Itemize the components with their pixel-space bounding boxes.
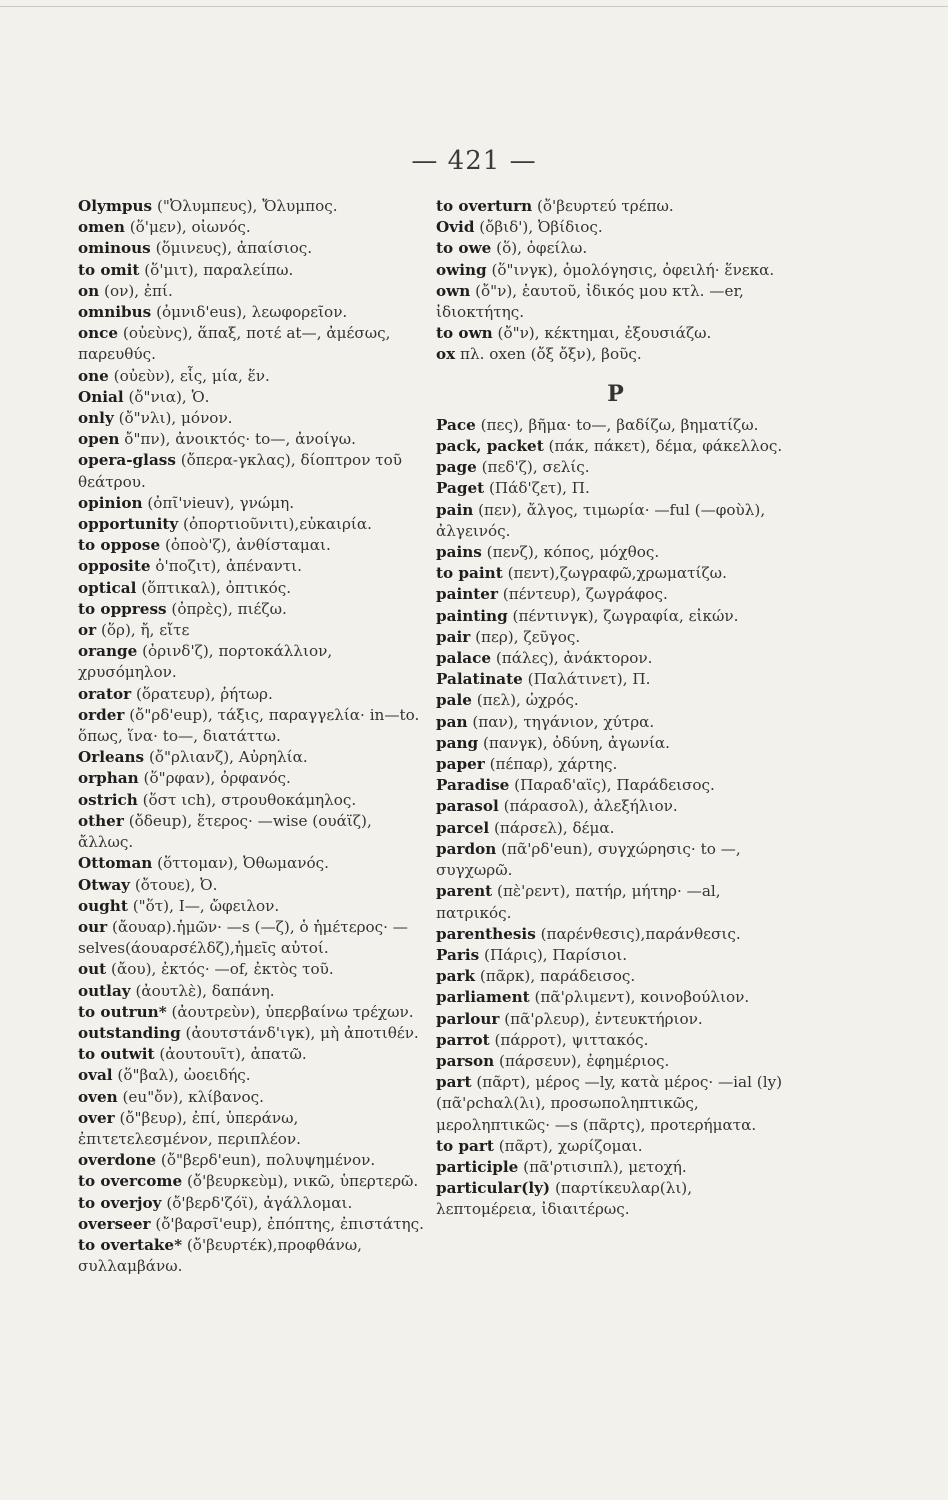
entry-headword: Olympus — [78, 197, 153, 215]
entry-headword: opposite — [78, 557, 151, 576]
entry-headword: pang — [436, 733, 479, 752]
dictionary-entry — [436, 563, 796, 584]
entry-definition: ὀ'ποζιτ), ἀπέναντι. — [155, 557, 302, 576]
entry-headword: to overjoy — [78, 1193, 162, 1212]
entry-definition: ὄ"πν), ἀνοικτός· to—, ἀνοίγω. — [124, 430, 356, 449]
entry-headword: to part — [436, 1136, 494, 1155]
entry-headword: to own — [436, 324, 493, 343]
dictionary-entry — [78, 1023, 430, 1044]
entry-definition: (ὅ'μεν), οἰωνός. — [129, 218, 251, 237]
entry-headword: omen — [78, 218, 125, 237]
entry-headword: opinion — [78, 493, 143, 512]
dictionary-entry — [436, 966, 796, 987]
dictionary-entry — [436, 754, 796, 775]
entry-headword: our — [78, 917, 108, 936]
entry-headword: oven — [78, 1087, 118, 1106]
entry-headword: pain — [436, 500, 474, 519]
entry-headword: ought — [78, 896, 128, 915]
entry-headword: Paris — [436, 945, 480, 964]
entry-definition: (πάρσελ), δέμα. — [493, 818, 615, 837]
dictionary-entry — [436, 881, 796, 923]
page-top-rule — [0, 6, 948, 7]
entry-headword: pardon — [436, 839, 497, 858]
dictionary-entry — [436, 606, 796, 627]
entry-headword: orator — [78, 684, 132, 703]
dictionary-entry — [436, 584, 796, 605]
entry-definition: (πᾶ'ρδ'eun), συγχώρησις· to —, συγχωρῶ. — [436, 839, 741, 880]
entry-headword: or — [78, 621, 97, 640]
entry-definition: ("ὅτ), I—, ὤφειλον. — [132, 896, 280, 915]
entry-headword: omnibus — [78, 303, 152, 322]
entry-headword: Ottoman — [78, 854, 153, 873]
dictionary-entry — [78, 641, 430, 683]
entry-headword: to overturn — [436, 197, 533, 215]
dictionary-entry — [436, 260, 796, 281]
entry-definition: (ὄβιδ'), Ὀβίδιος. — [479, 218, 603, 237]
entry-headword: opera-glass — [78, 451, 176, 470]
entry-definition: (πᾶρκ), παράδεισος. — [479, 967, 636, 986]
entry-definition: (ἄου), ἐκτός· —of, ἐκτὸς τοῦ. — [111, 960, 334, 979]
entry-headword: outstanding — [78, 1023, 181, 1042]
dictionary-entry — [78, 1108, 430, 1150]
entry-headword: to overcome — [78, 1172, 183, 1191]
entry-definition: (παρτίκευλαρ(λι), λεπτομέρεια, ἰδιαιτέρως. — [436, 1179, 693, 1219]
entry-headword: ostrich — [78, 790, 138, 809]
entry-definition: (Πάρις), Παρίσιοι. — [484, 945, 628, 964]
entry-definition: (οὐεὺνς), ἅπαξ, ποτέ at—, ἀμέσως, παρευθύς. — [78, 324, 391, 364]
entry-headword: parlour — [436, 1009, 500, 1028]
dictionary-entry — [436, 924, 796, 945]
entry-definition: (πάλες), ἀνάκτορον. — [495, 649, 653, 668]
dictionary-entry — [78, 366, 430, 387]
entry-headword: particular(ly) — [436, 1179, 551, 1198]
entry-definition: (οὐεὺν), εἷς, μία, ἕν. — [113, 366, 270, 385]
entry-definition: (παν), τηγάνιον, χύτρα. — [472, 712, 655, 731]
entry-headword: parcel — [436, 818, 490, 837]
entry-definition: (ον), ἐπί. — [104, 281, 173, 300]
entry-headword: participle — [436, 1157, 519, 1176]
entry-headword: parson — [436, 1051, 495, 1070]
entry-definition: (ὄτουε), Ὀ. — [134, 875, 218, 894]
entry-headword: to outrun* — [78, 1002, 167, 1021]
section-letter: P — [607, 380, 625, 407]
entry-headword: orange — [78, 642, 138, 661]
dictionary-entry — [436, 945, 796, 966]
entry-definition: (πὲ'ρεντ), πατήρ, μήτηρ· —al, πατρικός. — [436, 882, 721, 922]
dictionary-entry — [78, 323, 430, 365]
entry-headword: once — [78, 324, 119, 343]
entry-definition: (πελ), ὠχρός. — [476, 691, 579, 710]
dictionary-entry — [436, 690, 796, 711]
entry-definition: (πᾶ'ρλιμεντ), κοινοβούλιον. — [534, 988, 750, 1007]
entry-definition: (ὅρατευρ), ῥήτωρ. — [135, 684, 273, 703]
entry-definition: (πανγκ), ὀδύνη, ἀγωνία. — [482, 733, 670, 752]
dictionary-entry — [436, 1157, 796, 1178]
entry-definition: (ὅ"ινγκ), ὁμολόγησις, ὀφειλή· ἕνεκα. — [491, 260, 775, 279]
entry-headword: Palatinate — [436, 670, 523, 689]
dictionary-entry — [78, 1171, 430, 1192]
entry-headword: to oppress — [78, 599, 167, 618]
entry-definition: (πεδ'ζ), σελίς. — [481, 458, 590, 477]
dictionary-entry — [78, 217, 430, 238]
dictionary-entry — [436, 217, 796, 238]
entry-definition: (πενζ), κόπος, μόχθος. — [486, 543, 660, 562]
entry-definition: (ὄδeup), ἕτερος· —wise (ουάϊζ), ἄλλως. — [78, 811, 372, 852]
entry-definition: (πᾶρτ), χωρίζομαι. — [498, 1136, 643, 1155]
dictionary-entry — [78, 408, 430, 429]
entry-definition: πλ. oxen (ὄξ ὄξν), βοῦς. — [460, 345, 642, 364]
dictionary-entry — [78, 578, 430, 599]
entry-definition: (ὄ'βευρτέκ),προφθάνω, συλλαμβάνω. — [78, 1235, 362, 1276]
dictionary-entry — [436, 500, 796, 542]
dictionary-entry — [78, 1150, 430, 1171]
entry-definition: (ὄ"βευρ), ἐπί, ὑπεράνω, ἐπιτετελεσμένον, περιπλέον. — [78, 1108, 301, 1148]
dictionary-entry — [78, 981, 430, 1002]
dictionary-entry — [436, 415, 796, 436]
dictionary-entry — [436, 775, 796, 796]
entry-headword: parrot — [436, 1030, 490, 1049]
dictionary-entry — [78, 790, 430, 811]
page-number: — 421 — — [411, 146, 537, 176]
entry-definition: (ὅ'μιτ), παραλείπω. — [144, 260, 294, 279]
entry-headword: order — [78, 705, 125, 724]
entry-definition: (ἄουαρ).ἡμῶν· —s (—ζ), ὁ ἡμέτερος· —selves(άουαρσέλδζ),ἡμεῖς αὐτοί. — [78, 917, 408, 958]
dictionary-entry — [78, 620, 430, 641]
dictionary-entry — [78, 535, 430, 556]
entry-definition: (ὄ'βευρτεύ τρέπω. — [536, 197, 674, 215]
entry-headword: pan — [436, 712, 468, 731]
dictionary-entry — [436, 1136, 796, 1157]
entry-headword: parasol — [436, 797, 499, 816]
dictionary-entry — [436, 669, 796, 690]
entry-headword: oval — [78, 1066, 113, 1085]
entry-definition: (Πάδ'ζετ), Π. — [488, 479, 590, 498]
dictionary-entry — [78, 599, 430, 620]
entry-headword: painter — [436, 585, 498, 604]
entry-headword: to owe — [436, 239, 492, 258]
entry-definition: (πεν), ἄλγος, τιμωρία· —ful (—φοὺλ), ἀλγεινός. — [436, 500, 766, 540]
right-column-p-entries — [436, 415, 796, 1221]
dictionary-entry — [78, 853, 430, 874]
dictionary-entry — [436, 1030, 796, 1051]
entry-definition: (ὄ"βερδ'eun), πολυψημένον. — [160, 1151, 376, 1170]
dictionary-entry — [78, 493, 430, 514]
dictionary-entry — [436, 818, 796, 839]
dictionary-entry — [436, 1009, 796, 1030]
dictionary-entry — [436, 1178, 796, 1220]
entry-headword: overdone — [78, 1151, 157, 1170]
entry-headword: pair — [436, 627, 471, 646]
dictionary-entry — [78, 1044, 430, 1065]
entry-definition: (ὀπορτιοῦνιτι),εὐκαιρία. — [183, 515, 372, 534]
entry-headword: pains — [436, 543, 482, 562]
dictionary-entry — [78, 959, 430, 980]
entry-headword: overseer — [78, 1214, 151, 1233]
entry-headword: painting — [436, 606, 508, 625]
entry-headword: Paget — [436, 479, 485, 498]
dictionary-entry — [436, 238, 796, 259]
entry-definition: (ὄ"νια), Ὁ. — [128, 387, 210, 406]
entry-headword: optical — [78, 578, 137, 597]
left-column — [78, 196, 430, 1277]
dictionary-entry — [78, 450, 430, 492]
entry-definition: (ὄ"νλι), μόνον. — [118, 409, 233, 428]
entry-definition: (ἀουτλὲ), δαπάνη. — [135, 981, 275, 1000]
dictionary-entry — [436, 987, 796, 1008]
entry-definition: (ὄ'βερδ'ζόϊ), ἀγάλλομαι. — [166, 1193, 353, 1212]
dictionary-entry — [78, 281, 430, 302]
dictionary-entry — [78, 1214, 430, 1235]
dictionary-entry — [78, 238, 430, 259]
dictionary-entry — [436, 627, 796, 648]
entry-definition: (πᾶρτ), μέρος —ly, κατὰ μέρος· —ial (ly) (πᾶ'ρchαλ(λι), προσωποληπτικῶς, μεροληπτικῶς· —s (πᾶρτς), προτερήματα. — [436, 1073, 783, 1134]
entry-headword: ox — [436, 345, 456, 364]
entry-definition: (πᾶ'ρλευρ), ἐντευκτήριον. — [504, 1009, 703, 1028]
entry-definition: (ὀπρὲς), πιέζω. — [171, 599, 287, 618]
dictionary-entry — [436, 542, 796, 563]
entry-headword: own — [436, 281, 471, 300]
dictionary-entry — [436, 648, 796, 669]
entry-definition: (πες), βῆμα· to—, βαδίζω, βηματίζω. — [480, 415, 759, 434]
dictionary-entry — [78, 302, 430, 323]
dictionary-entry — [436, 839, 796, 881]
entry-definition: (ἀουτστάνδ'ιγκ), μὴ ἀποτιθέν. — [185, 1023, 419, 1042]
dictionary-entry — [78, 429, 430, 450]
dictionary-entry — [436, 344, 796, 365]
entry-definition: (ὅ"βαλ), ὠοειδής. — [117, 1066, 251, 1085]
entry-headword: to outwit — [78, 1045, 155, 1064]
entry-headword: open — [78, 430, 120, 449]
entry-headword: to paint — [436, 564, 503, 583]
entry-definition: (ὀρινδ'ζ), πορτοκάλλιον, χρυσόμηλον. — [78, 642, 333, 682]
entry-headword: parent — [436, 882, 493, 901]
entry-definition: (ὄ"ρδ'eup), τάξις, παραγγελία· in—to. ὅπως, ἵνα· to—, διατάττω. — [78, 705, 420, 746]
entry-headword: ominous — [78, 239, 151, 258]
entry-definition: (ὅστ ιch), στρουθοκάμηλος. — [142, 790, 357, 809]
dictionary-entry — [78, 896, 430, 917]
entry-headword: paper — [436, 755, 485, 774]
dictionary-entry — [436, 281, 796, 323]
dictionary-entry — [78, 1065, 430, 1086]
dictionary-entry — [78, 196, 430, 217]
entry-definition: (eu"ὄν), κλίβανος. — [122, 1087, 264, 1106]
entry-headword: to overtake* — [78, 1235, 183, 1254]
dictionary-entry — [78, 260, 430, 281]
entry-definition: (πέντινγκ), ζωγραφία, εἰκών. — [512, 606, 739, 625]
right-column-o-entries — [436, 196, 796, 366]
entry-definition: (ὄ'βαρσῖ'eup), ἐπόπτης, ἐπιστάτης. — [155, 1214, 424, 1233]
entry-headword: page — [436, 458, 477, 477]
dictionary-entry — [436, 436, 796, 457]
dictionary-entry — [78, 1235, 430, 1277]
entry-definition: (πάρασολ), ἀλεξήλιον. — [503, 797, 678, 816]
dictionary-entry — [436, 796, 796, 817]
entry-headword: one — [78, 366, 109, 385]
entry-definition: (πέντευρ), ζωγράφος. — [502, 585, 668, 604]
entry-definition: (πάκ, πάκετ), δέμα, φάκελλος. — [548, 437, 783, 456]
dictionary-entry — [78, 768, 430, 789]
entry-definition: (ὅ"ρφαν), ὀρφανός. — [143, 769, 291, 788]
entry-definition: (ὄπερα-γκλας), δίοπτρον τοῦ θεάτρου. — [78, 451, 403, 491]
dictionary-entry — [436, 712, 796, 733]
entry-headword: Pace — [436, 415, 476, 434]
entry-definition: (ὄ"ν), ἑαυτοῦ, ἰδικός μου κτλ. —er, ἰδιοκτήτης. — [436, 281, 744, 322]
entry-definition: (πέπαρ), χάρτης. — [489, 755, 618, 774]
entry-headword: over — [78, 1108, 115, 1127]
entry-definition: (πᾶ'ρτισιπλ), μετοχή. — [523, 1157, 687, 1176]
entry-definition: (ὅττομαν), Ὀθωμανός. — [157, 854, 329, 873]
dictionary-entry — [78, 811, 430, 853]
entry-headword: pale — [436, 691, 472, 710]
entry-definition: (ἀουτρεὺν), ὑπερβαίνω τρέχων. — [171, 1002, 414, 1021]
entry-definition: (ὅμινευς), ἀπαίσιος. — [155, 239, 313, 258]
entry-definition: (ὅ), ὀφείλω. — [496, 239, 588, 258]
dictionary-entry — [78, 514, 430, 535]
entry-definition: (ὀπῖ'νieuv), γνώμη. — [147, 493, 295, 512]
entry-headword: opportunity — [78, 515, 179, 534]
dictionary-entry — [78, 387, 430, 408]
entry-definition: (πάρσευν), ἐφημέριος. — [499, 1051, 670, 1070]
entry-headword: Onial — [78, 387, 124, 406]
entry-headword: outlay — [78, 981, 131, 1000]
dictionary-entry — [78, 875, 430, 896]
dictionary-entry — [436, 478, 796, 499]
entry-definition: (ὅρ), ἤ, εἴτε — [100, 621, 190, 640]
entry-headword: to oppose — [78, 536, 161, 555]
dictionary-entry — [436, 196, 796, 217]
dictionary-entry — [436, 733, 796, 754]
entry-definition: (Παραδ'αϊς), Παράδεισος. — [514, 776, 715, 795]
dictionary-entry — [78, 556, 430, 577]
entry-definition: (ὄ"ρλιανζ), Αὐρηλία. — [148, 748, 308, 767]
entry-definition: (παρένθεσις),παράνθεσις. — [540, 924, 741, 943]
entry-headword: Ovid — [436, 218, 475, 237]
entry-headword: part — [436, 1073, 472, 1092]
entry-headword: park — [436, 967, 475, 986]
entry-definition: (ὅπτικαλ), ὀπτικός. — [141, 578, 292, 597]
entry-definition: (ὀμνιδ'eus), λεωφορεῖον. — [156, 303, 348, 322]
entry-headword: on — [78, 281, 100, 300]
right-column — [436, 196, 796, 1221]
entry-definition: (ὀποὸ'ζ), ἀνθίσταμαι. — [164, 536, 331, 555]
dictionary-entry — [78, 1087, 430, 1108]
dictionary-entry — [78, 1002, 430, 1023]
entry-definition: (ὄ"ν), κέκτημαι, ἐξουσιάζω. — [497, 324, 712, 343]
entry-headword: Orleans — [78, 748, 145, 767]
entry-definition: (ἀουτουῖτ), ἀπατῶ. — [159, 1045, 307, 1064]
entry-definition: ("Ὀλυμπευς), Ὄλυμπος. — [156, 197, 338, 215]
entry-headword: out — [78, 960, 107, 979]
entry-definition: (περ), ζεῦγος. — [475, 627, 581, 646]
entry-headword: orphan — [78, 769, 139, 788]
dictionary-entry — [436, 457, 796, 478]
dictionary-entry — [436, 323, 796, 344]
dictionary-entry — [78, 917, 430, 959]
entry-headword: to omit — [78, 260, 140, 279]
dictionary-entry — [78, 747, 430, 768]
dictionary-entry — [78, 684, 430, 705]
dictionary-entry — [78, 1193, 430, 1214]
entry-headword: other — [78, 811, 124, 830]
entry-headword: parliament — [436, 988, 530, 1007]
entry-headword: pack, packet — [436, 437, 544, 456]
dictionary-entry — [436, 1072, 796, 1136]
entry-headword: Paradise — [436, 776, 510, 795]
entry-headword: palace — [436, 649, 491, 668]
entry-definition: (ὄ'βευρκεὺμ), νικῶ, ὑπερτερῶ. — [187, 1172, 419, 1191]
entry-definition: (πάρροτ), ψιττακός. — [494, 1030, 649, 1049]
dictionary-entry — [78, 705, 430, 747]
entry-definition: (πεντ),ζωγραφῶ,χρωματίζω. — [507, 564, 727, 583]
entry-headword: owing — [436, 260, 487, 279]
entry-definition: (Παλάτινετ), Π. — [527, 670, 651, 689]
entry-headword: only — [78, 409, 114, 428]
entry-headword: parenthesis — [436, 924, 536, 943]
dictionary-entry — [436, 1051, 796, 1072]
entry-headword: Otway — [78, 875, 130, 894]
